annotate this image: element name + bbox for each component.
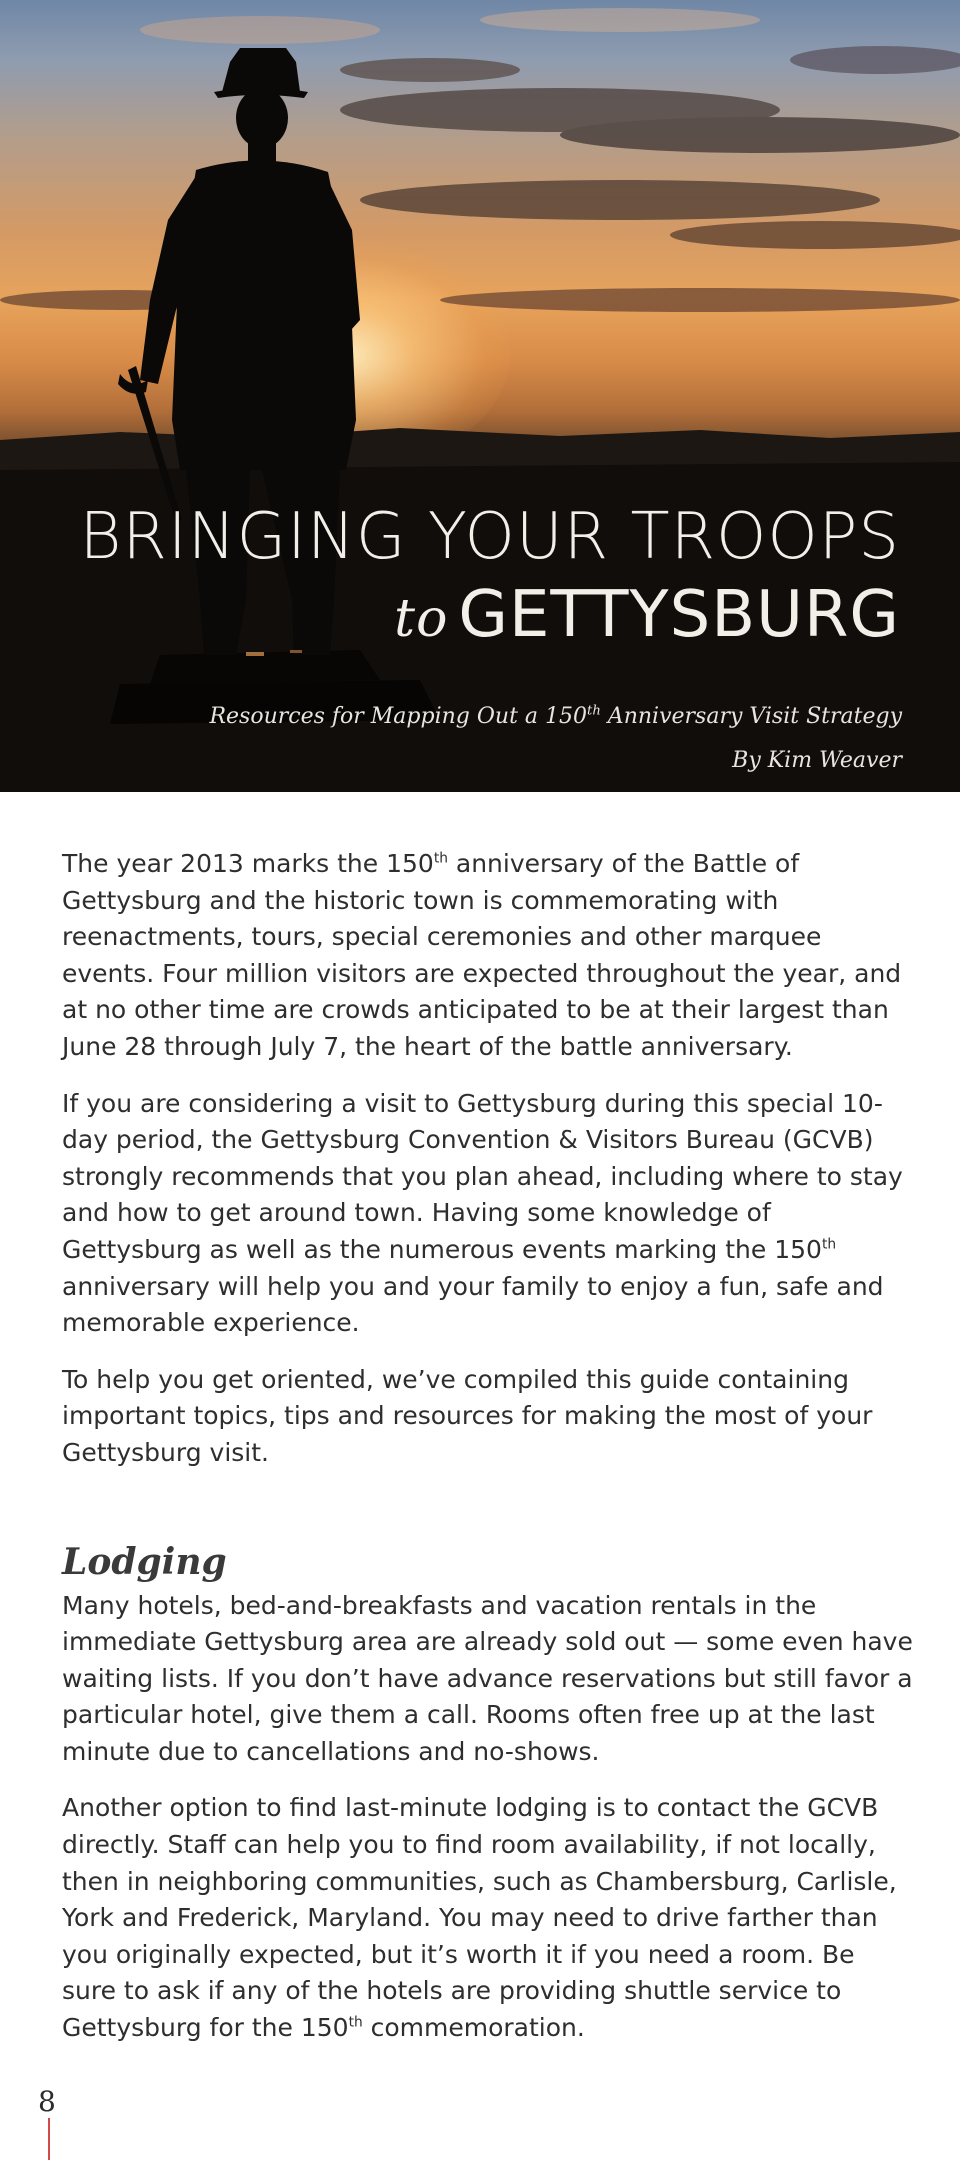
headline-line-1: BRINGING YOUR TROOPS [79, 500, 900, 574]
subtitle-superscript: th [587, 703, 601, 719]
subtitle [0, 704, 902, 729]
superscript: th [821, 1236, 837, 1253]
paragraph-text: anniversary of the Battle of Gettysburg and the historic town is commemorating with reenactments, tours, special ceremonies and other marquee events. Four million visitors are expected throughout the year, and at no other time are crowds anticipated to be at their largest than June 28 through July 7, the heart of the battle anniversary. [62, 849, 902, 1061]
paragraph-text: Another option to find last-minute lodging is to contact the GCVB directly. Staff can help you to find room availability, if not locally, then in neighboring communities, such as Chambersburg, Carlisle, York and Frederick, Maryland. You may need to drive farther than you originally expected, but it’s worth it if you need a room. Be sure to ask if any of the hotels are providing shuttle service to Gettysburg for the 150 [62, 1793, 897, 2043]
paragraph-lodging-2 [62, 1790, 914, 2046]
hero-photo-silhouette [0, 0, 960, 792]
subtitle-text-a: Resources for Mapping Out a 150 [209, 704, 588, 729]
paragraph-lodging-1: Many hotels, bed-and-breakfasts and vacation rentals in the immediate Gettysburg area are already sold out — some even have waiting lists. If you don’t have advance reservations but still favor a particular hotel, give them a call. Rooms often free up at the last minute due to cancellations and no-shows. [62, 1590, 913, 1766]
superscript: th [348, 2014, 363, 2031]
superscript: th [433, 850, 448, 867]
cloud-layer [0, 8, 960, 312]
page-number-rule [48, 2118, 50, 2160]
byline: By Kim Weaver [732, 748, 902, 773]
headline-line-2 [0, 578, 900, 652]
page-number: 8 [38, 2085, 56, 2118]
article-body [62, 846, 914, 2067]
paragraph-intro [62, 846, 914, 1066]
paragraph-text: commemoration. [362, 2013, 585, 2043]
headline-to: to [394, 589, 449, 649]
headline-gettysburg: GETTYSBURG [458, 578, 900, 652]
section-heading-lodging: Lodging [62, 1540, 227, 1583]
paragraph-plan-ahead [62, 1086, 914, 1342]
paragraph-guide: To help you get oriented, we’ve compiled this guide containing important topics, tips and resources for making the most of your Gettysburg visit. [62, 1364, 873, 1467]
paragraph-text: anniversary will help you and your family to enjoy a fun, safe and memorable experience. [62, 1271, 884, 1338]
paragraph-text: The year 2013 marks the 150 [62, 849, 434, 878]
subtitle-text-b: Anniversary Visit Strategy [600, 704, 902, 729]
hero-image [0, 0, 960, 792]
paragraph-text: If you are considering a visit to Gettysburg during this special 10-day period, the Gettysburg Convention & Visitors Bureau (GCVB) strongly recommends that you plan ahead, including where to stay and how to get around town. Having some knowledge of Gettysburg as well as the numerous events marking the 150 [62, 1088, 903, 1264]
